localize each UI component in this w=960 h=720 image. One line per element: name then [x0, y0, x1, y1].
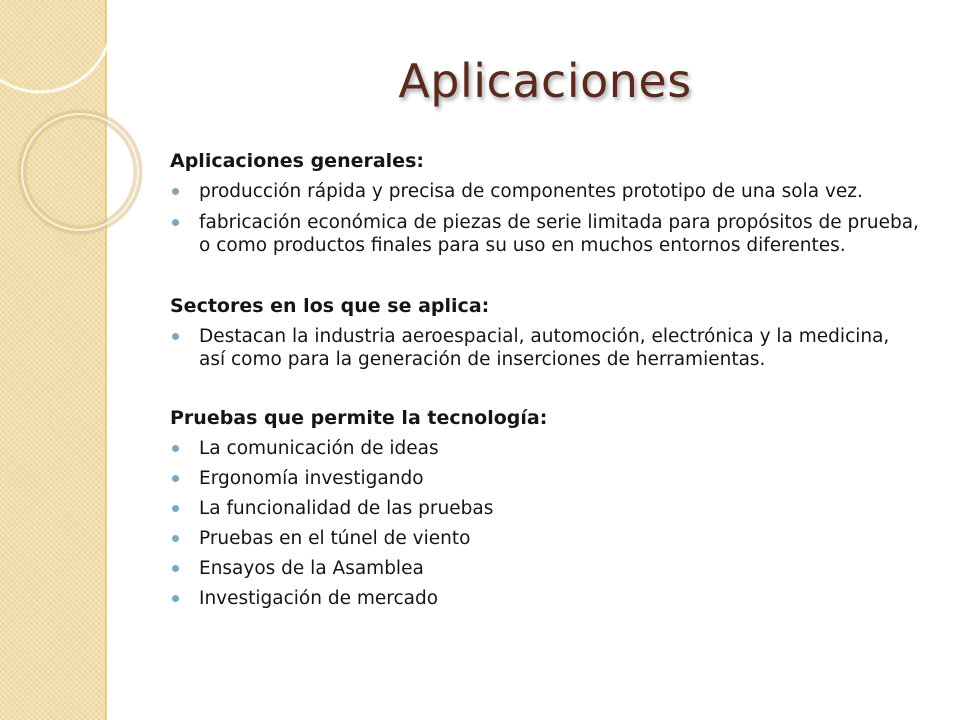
list-item: [170, 587, 920, 610]
bullet-icon: [172, 595, 179, 602]
spacer: [170, 265, 920, 295]
list-item: [170, 211, 920, 257]
list-aplicaciones-generales: [170, 180, 920, 257]
list-item-text: La comunicación de ideas: [199, 438, 439, 459]
decorative-circle-inner: [22, 114, 138, 230]
list-item-text: Ergonomía investigando: [199, 468, 424, 489]
bullet-icon: [172, 445, 179, 452]
section-heading-pruebas: Pruebas que permite la tecnología:: [170, 407, 548, 429]
list-item-text: Investigación de mercado: [199, 588, 439, 609]
list-item: [170, 467, 920, 490]
slide-title: Aplicaciones: [398, 54, 692, 108]
bullet-icon: [172, 188, 179, 195]
list-item: [170, 497, 920, 520]
bullet-icon: [172, 475, 179, 482]
bullet-icon: [172, 505, 179, 512]
list-item-text: fabricación económica de piezas de serie limitada para propósitos de prueba, o como productos finales para su uso en muchos entornos diferentes.: [199, 212, 919, 256]
list-pruebas: [170, 437, 920, 610]
bullet-icon: [172, 535, 179, 542]
section-heading-sectores: Sectores en los que se aplica:: [170, 295, 490, 317]
list-item: [170, 180, 920, 203]
list-item-text: Destacan la industria aeroespacial, automoción, electrónica y la medicina, así como para la generación de inserciones de herramientas.: [199, 326, 890, 370]
bullet-icon: [172, 333, 179, 340]
decorative-circle-top: [0, 0, 112, 92]
list-item-text: La funcionalidad de las pruebas: [199, 498, 494, 519]
section-heading-aplicaciones-generales: Aplicaciones generales:: [170, 150, 424, 172]
list-item: [170, 557, 920, 580]
slide-content: [170, 150, 920, 617]
list-item: [170, 527, 920, 550]
spacer: [170, 379, 920, 407]
list-item: [170, 437, 920, 460]
list-item-text: Ensayos de la Asamblea: [199, 558, 424, 579]
list-sectores: [170, 325, 920, 371]
list-item-text: Pruebas en el túnel de viento: [199, 528, 471, 549]
bullet-icon: [172, 565, 179, 572]
list-item-text: producción rápida y precisa de componentes prototipo de una sola vez.: [199, 181, 863, 202]
list-item: [170, 325, 920, 371]
bullet-icon: [172, 219, 179, 226]
